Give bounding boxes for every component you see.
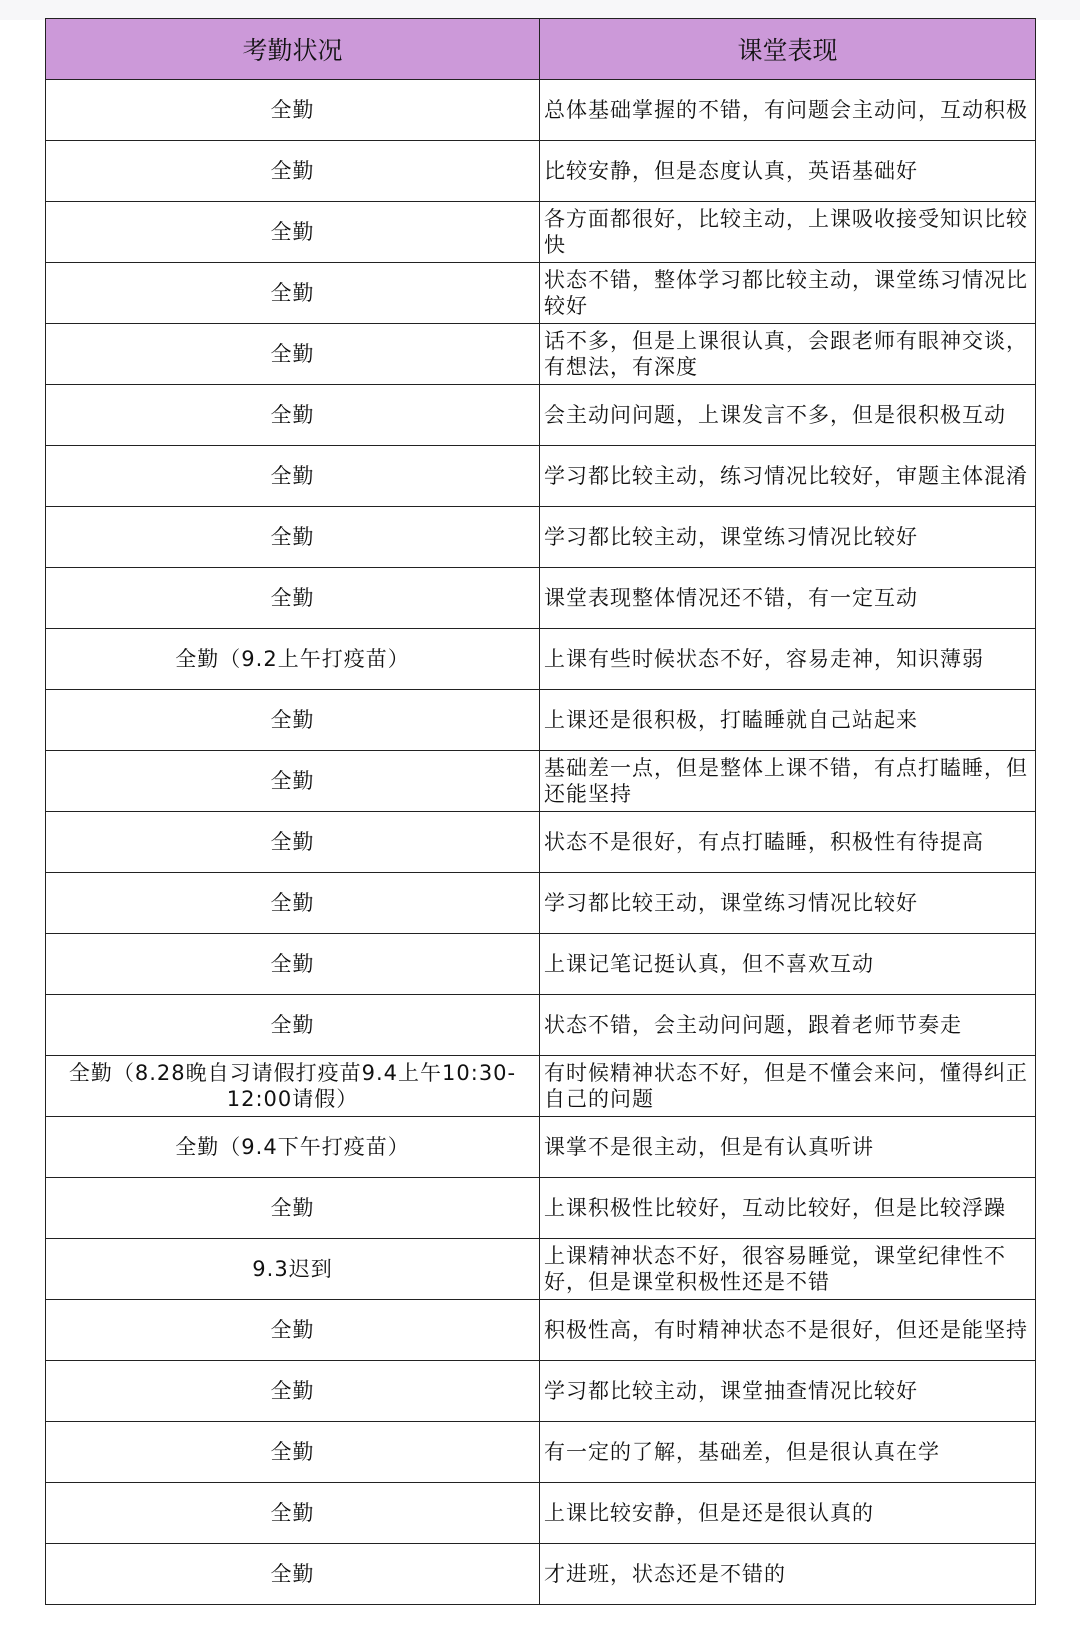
- table-row: [46, 751, 1036, 812]
- performance-cell: 上课记笔记挺认真，但不喜欢互动: [540, 934, 1036, 995]
- performance-cell: 学习都比较主动，课堂练习情况比较好: [540, 507, 1036, 568]
- performance-cell: 比较安静，但是态度认真，英语基础好: [540, 141, 1036, 202]
- attendance-cell: 全勤（9.2上午打疫苗）: [46, 629, 540, 690]
- header-attendance: 考勤状况: [46, 19, 540, 80]
- table-row: [46, 263, 1036, 324]
- evaluation-table: [45, 18, 1036, 1605]
- attendance-cell: 全勤: [46, 812, 540, 873]
- table-row: [46, 1239, 1036, 1300]
- student-evaluation-sheet: [45, 18, 1035, 1605]
- table-row: [46, 1361, 1036, 1422]
- table-body: [46, 80, 1036, 1605]
- attendance-cell: 全勤: [46, 263, 540, 324]
- performance-cell: 有一定的了解，基础差，但是很认真在学: [540, 1422, 1036, 1483]
- performance-cell: 上课比较安静，但是还是很认真的: [540, 1483, 1036, 1544]
- performance-cell: 会主动问问题，上课发言不多，但是很积极互动: [540, 385, 1036, 446]
- table-row: [46, 812, 1036, 873]
- performance-cell: 课掌不是很主动，但是有认真听讲: [540, 1117, 1036, 1178]
- performance-cell: 积极性高，有时精神状态不是很好，但还是能坚持: [540, 1300, 1036, 1361]
- table-row: [46, 995, 1036, 1056]
- performance-cell: 课堂表现整体情况还不错，有一定互动: [540, 568, 1036, 629]
- table-row: [46, 568, 1036, 629]
- performance-cell: 上课还是很积极，打瞌睡就自己站起来: [540, 690, 1036, 751]
- table-row: [46, 1483, 1036, 1544]
- performance-cell: 各方面都很好，比较主动，上课吸收接受知识比较快: [540, 202, 1036, 263]
- table-row: [46, 1117, 1036, 1178]
- table-row: [46, 446, 1036, 507]
- table-row: [46, 1056, 1036, 1117]
- attendance-cell: 全勤: [46, 568, 540, 629]
- table-row: [46, 141, 1036, 202]
- table-row: [46, 507, 1036, 568]
- performance-cell: 学习都比较王动，课堂练习情况比较好: [540, 873, 1036, 934]
- performance-cell: 才进班，状态还是不错的: [540, 1544, 1036, 1605]
- performance-cell: 状态不错，整体学习都比较主动，课堂练习情况比较好: [540, 263, 1036, 324]
- performance-cell: 基础差一点，但是整体上课不错，有点打瞌睡，但还能坚持: [540, 751, 1036, 812]
- attendance-cell: 全勤: [46, 995, 540, 1056]
- table-row: [46, 934, 1036, 995]
- performance-cell: 学习都比较主动，课堂抽查情况比较好: [540, 1361, 1036, 1422]
- attendance-cell: 全勤（9.4下午打疫苗）: [46, 1117, 540, 1178]
- attendance-cell: 全勤（8.28晚自习请假打疫苗9.4上午10:30-12:00请假）: [46, 1056, 540, 1117]
- performance-cell: 上课有些时候状态不好，容易走神，知识薄弱: [540, 629, 1036, 690]
- attendance-cell: 全勤: [46, 1544, 540, 1605]
- top-strip: [0, 0, 1080, 20]
- attendance-cell: 全勤: [46, 934, 540, 995]
- attendance-cell: 全勤: [46, 507, 540, 568]
- attendance-cell: 全勤: [46, 80, 540, 141]
- attendance-cell: 9.3迟到: [46, 1239, 540, 1300]
- attendance-cell: 全勤: [46, 1178, 540, 1239]
- header-performance: 课堂表现: [540, 19, 1036, 80]
- performance-cell: 话不多，但是上课很认真，会跟老师有眼神交谈，有想法，有深度: [540, 324, 1036, 385]
- table-row: [46, 690, 1036, 751]
- performance-cell: 总体基础掌握的不错，有问题会主动问，互动积极: [540, 80, 1036, 141]
- attendance-cell: 全勤: [46, 202, 540, 263]
- table-row: [46, 202, 1036, 263]
- attendance-cell: 全勤: [46, 324, 540, 385]
- table-row: [46, 1300, 1036, 1361]
- performance-cell: 状态不是很好，有点打瞌睡，积极性有待提高: [540, 812, 1036, 873]
- performance-cell: 学习都比较主动，练习情况比较好，审题主体混淆: [540, 446, 1036, 507]
- performance-cell: 状态不错，会主动问问题，跟着老师节奏走: [540, 995, 1036, 1056]
- attendance-cell: 全勤: [46, 1300, 540, 1361]
- attendance-cell: 全勤: [46, 751, 540, 812]
- performance-cell: 上课积极性比较好，互动比较好，但是比较浮躁: [540, 1178, 1036, 1239]
- table-row: [46, 1544, 1036, 1605]
- attendance-cell: 全勤: [46, 873, 540, 934]
- table-row: [46, 1422, 1036, 1483]
- attendance-cell: 全勤: [46, 1483, 540, 1544]
- table-row: [46, 385, 1036, 446]
- attendance-cell: 全勤: [46, 1361, 540, 1422]
- header-row: [46, 19, 1036, 80]
- attendance-cell: 全勤: [46, 690, 540, 751]
- performance-cell: 上课精神状态不好，很容易睡觉，课堂纪律性不好，但是课堂积极性还是不错: [540, 1239, 1036, 1300]
- table-row: [46, 1178, 1036, 1239]
- table-row: [46, 873, 1036, 934]
- performance-cell: 有时候精神状态不好，但是不懂会来问，懂得纠正自己的问题: [540, 1056, 1036, 1117]
- table-row: [46, 80, 1036, 141]
- attendance-cell: 全勤: [46, 385, 540, 446]
- table-row: [46, 324, 1036, 385]
- attendance-cell: 全勤: [46, 446, 540, 507]
- table-row: [46, 629, 1036, 690]
- attendance-cell: 全勤: [46, 141, 540, 202]
- attendance-cell: 全勤: [46, 1422, 540, 1483]
